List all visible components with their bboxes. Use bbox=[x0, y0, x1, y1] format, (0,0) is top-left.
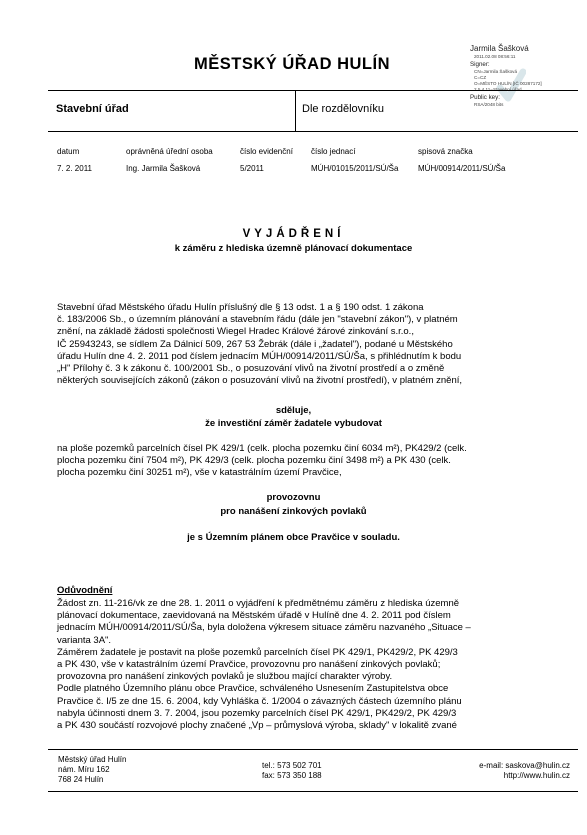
text-line: plánovací dokumentace, zaevidovaná na Městském úřadě v Hulíně dne 4. 2. 2011 pod číslem bbox=[57, 610, 451, 622]
text-line: a PK 430 součástí rozvojové plochy značené „Vp – průmyslová výroba, sklady" v lokalitě zvané bbox=[57, 720, 457, 732]
text-line: některých souvisejících zákonů (zákon o posuzování vlivů na životní prostředí), v platném znění, bbox=[57, 375, 463, 387]
text-line: znění, na základě žádosti společnosti Wiegel Hradec Králové žárové zinkování s.r.o., bbox=[57, 326, 414, 338]
office-title: MĚSTSKÝ ÚŘAD HULÍN bbox=[194, 55, 391, 73]
provozovnu-sub: pro nanášení zinkových povlaků bbox=[220, 506, 367, 517]
footer-online bbox=[479, 761, 570, 781]
signer-line: C=CZ bbox=[474, 75, 487, 80]
meta-value: Ing. Jarmila Šašková bbox=[126, 164, 201, 173]
signature-timestamp: 2011.02.08 08:56:11 bbox=[474, 54, 516, 59]
text-line: Stavební úřad Městského úřadu Hulín příslušný dle § 13 odst. 1 a § 190 odst. 1 zákona bbox=[57, 302, 424, 313]
meta-official bbox=[126, 146, 213, 174]
conclusion: je s Územním plánem obce Pravčice v souladu. bbox=[187, 532, 400, 543]
text-line: IČ 25943243, se sídlem Za Dálnicí 509, 267 53 Žebrák (dále i „žadatel"), podané u Městského bbox=[57, 338, 453, 350]
meta-value: 5/2011 bbox=[240, 164, 264, 173]
footer-address bbox=[58, 755, 126, 785]
text-line: „H" Přílohy č. 3 k zákonu č. 100/2001 Sb., o posuzování vlivů na životní prostředí a o změně bbox=[57, 363, 445, 375]
signer-label: Signer: bbox=[470, 61, 490, 68]
signer-line: 2.5.4.11=Stavební úřad bbox=[474, 87, 522, 92]
header-box bbox=[48, 90, 578, 132]
sdeluje-sub: že investiční záměr žadatele vybudovat bbox=[205, 418, 382, 429]
recipient-label: Dle rozdělovníku bbox=[302, 103, 384, 115]
plots-paragraph bbox=[57, 443, 573, 480]
address-line: Městský úřad Hulín bbox=[58, 755, 127, 764]
meta-label: číslo evidenční bbox=[240, 147, 293, 156]
signature-name: Jarmila Šašková bbox=[470, 44, 529, 53]
text-line: a PK 430, vše v katastrálním území Pravčice, provozovnu pro nanášení zinkových povlaků; bbox=[57, 659, 441, 671]
text-line: Záměrem žadatele je postavit na ploše pozemků parcelních čísel PK 429/1, PK429/2, PK 429/3 bbox=[57, 646, 458, 658]
meta-evidence-number bbox=[240, 146, 293, 174]
web-link[interactable]: http://www.hulin.cz bbox=[503, 771, 570, 780]
reasoning-heading: Odůvodnění bbox=[57, 585, 113, 596]
pubkey-value: RSA/2048 bits bbox=[474, 102, 504, 107]
text-line: úřadu Hulín dne 4. 2. 2011 pod číslem jednacím MÚH/00914/2011/SÚ/Ša, s přihlédnutím k bodu bbox=[57, 350, 462, 362]
meta-label: datum bbox=[57, 147, 80, 156]
text-line: č. 183/2006 Sb., o územním plánování a stavebním řádu (dále jen "stavební zákon"), v platném bbox=[57, 314, 458, 326]
provozovnu: provozovnu bbox=[266, 492, 321, 503]
document-heading: VYJÁDŘENÍ bbox=[242, 228, 345, 240]
department-label: Stavební úřad bbox=[56, 103, 129, 115]
text-line: Pravčice č. I/5 ze dne 15. 6. 2004, kdy Vyhláška č. 1/2004 o závazných částech územního plánu bbox=[57, 695, 462, 707]
meta-label: oprávněná úřední osoba bbox=[126, 147, 213, 156]
text-line: provozovna pro nanášení zinkových povlaků je službou mající charakter výroby. bbox=[57, 671, 393, 683]
footer-contacts bbox=[262, 761, 322, 781]
sdeluje: sděluje, bbox=[275, 405, 312, 416]
signer-line: O=MĚSTO HULÍN [IČ 00287172] bbox=[474, 81, 542, 86]
meta-file-mark bbox=[418, 146, 505, 174]
address-line: nám. Míru 162 bbox=[58, 765, 110, 774]
meta-date bbox=[57, 146, 92, 174]
text-line: Žádost zn. 11-216/vk ze dne 28. 1. 2011 o vyjádření k předmětnému záměru z hlediska územně bbox=[57, 598, 460, 609]
header-divider bbox=[295, 91, 296, 131]
text-line: jednacím MÚH/00914/2011/SÚ/Ša, byla doložena výkresem situace záměru nazvaného „Situace – bbox=[57, 622, 471, 634]
signer-line: CN=Jarmila Šašková bbox=[474, 69, 518, 74]
fax: fax: 573 350 188 bbox=[262, 771, 322, 780]
address-line: 768 24 Hulín bbox=[58, 775, 104, 784]
pubkey-label: Public key: bbox=[470, 94, 500, 101]
text-line: plocha pozemku činí 7504 m²), PK 429/3 (celk. plocha pozemku činí 3498 m²) a PK 430 (celk. bbox=[57, 455, 451, 467]
meta-value: MÚH/01015/2011/SÚ/Ša bbox=[311, 164, 399, 173]
document-subheading: k záměru z hlediska územně plánovací dokumentace bbox=[174, 243, 413, 254]
meta-label: číslo jednací bbox=[311, 147, 356, 156]
text-line: Podle platného Územního plánu obce Pravčice, schváleného Usnesením Zastupitelstva obce bbox=[57, 683, 449, 695]
text-line: nabyla účinnosti dnem 3. 7. 2004, jsou pozemky parcelních čísel PK 429/1, PK429/2, PK 429/3 bbox=[57, 707, 457, 719]
phone: tel.: 573 502 701 bbox=[262, 761, 322, 770]
reasoning-paragraph bbox=[57, 598, 573, 732]
intro-paragraph bbox=[57, 302, 573, 387]
email-link[interactable]: e-mail: saskova@hulin.cz bbox=[479, 761, 570, 770]
footer bbox=[48, 749, 578, 792]
text-line: na ploše pozemků parcelních čísel PK 429/1 (celk. plocha pozemku činí 6034 m²), PK429/2 (celk. bbox=[57, 443, 467, 454]
text-line: varianta 3A". bbox=[57, 634, 112, 646]
meta-reference-number bbox=[311, 146, 398, 174]
meta-label: spisová značka bbox=[418, 147, 473, 156]
meta-value: 7. 2. 2011 bbox=[57, 164, 92, 173]
text-line: plocha pozemku činí 30251 m²), vše v katastrálním území Pravčice, bbox=[57, 467, 342, 479]
meta-value: MÚH/00914/2011/SÚ/Ša bbox=[418, 164, 506, 173]
